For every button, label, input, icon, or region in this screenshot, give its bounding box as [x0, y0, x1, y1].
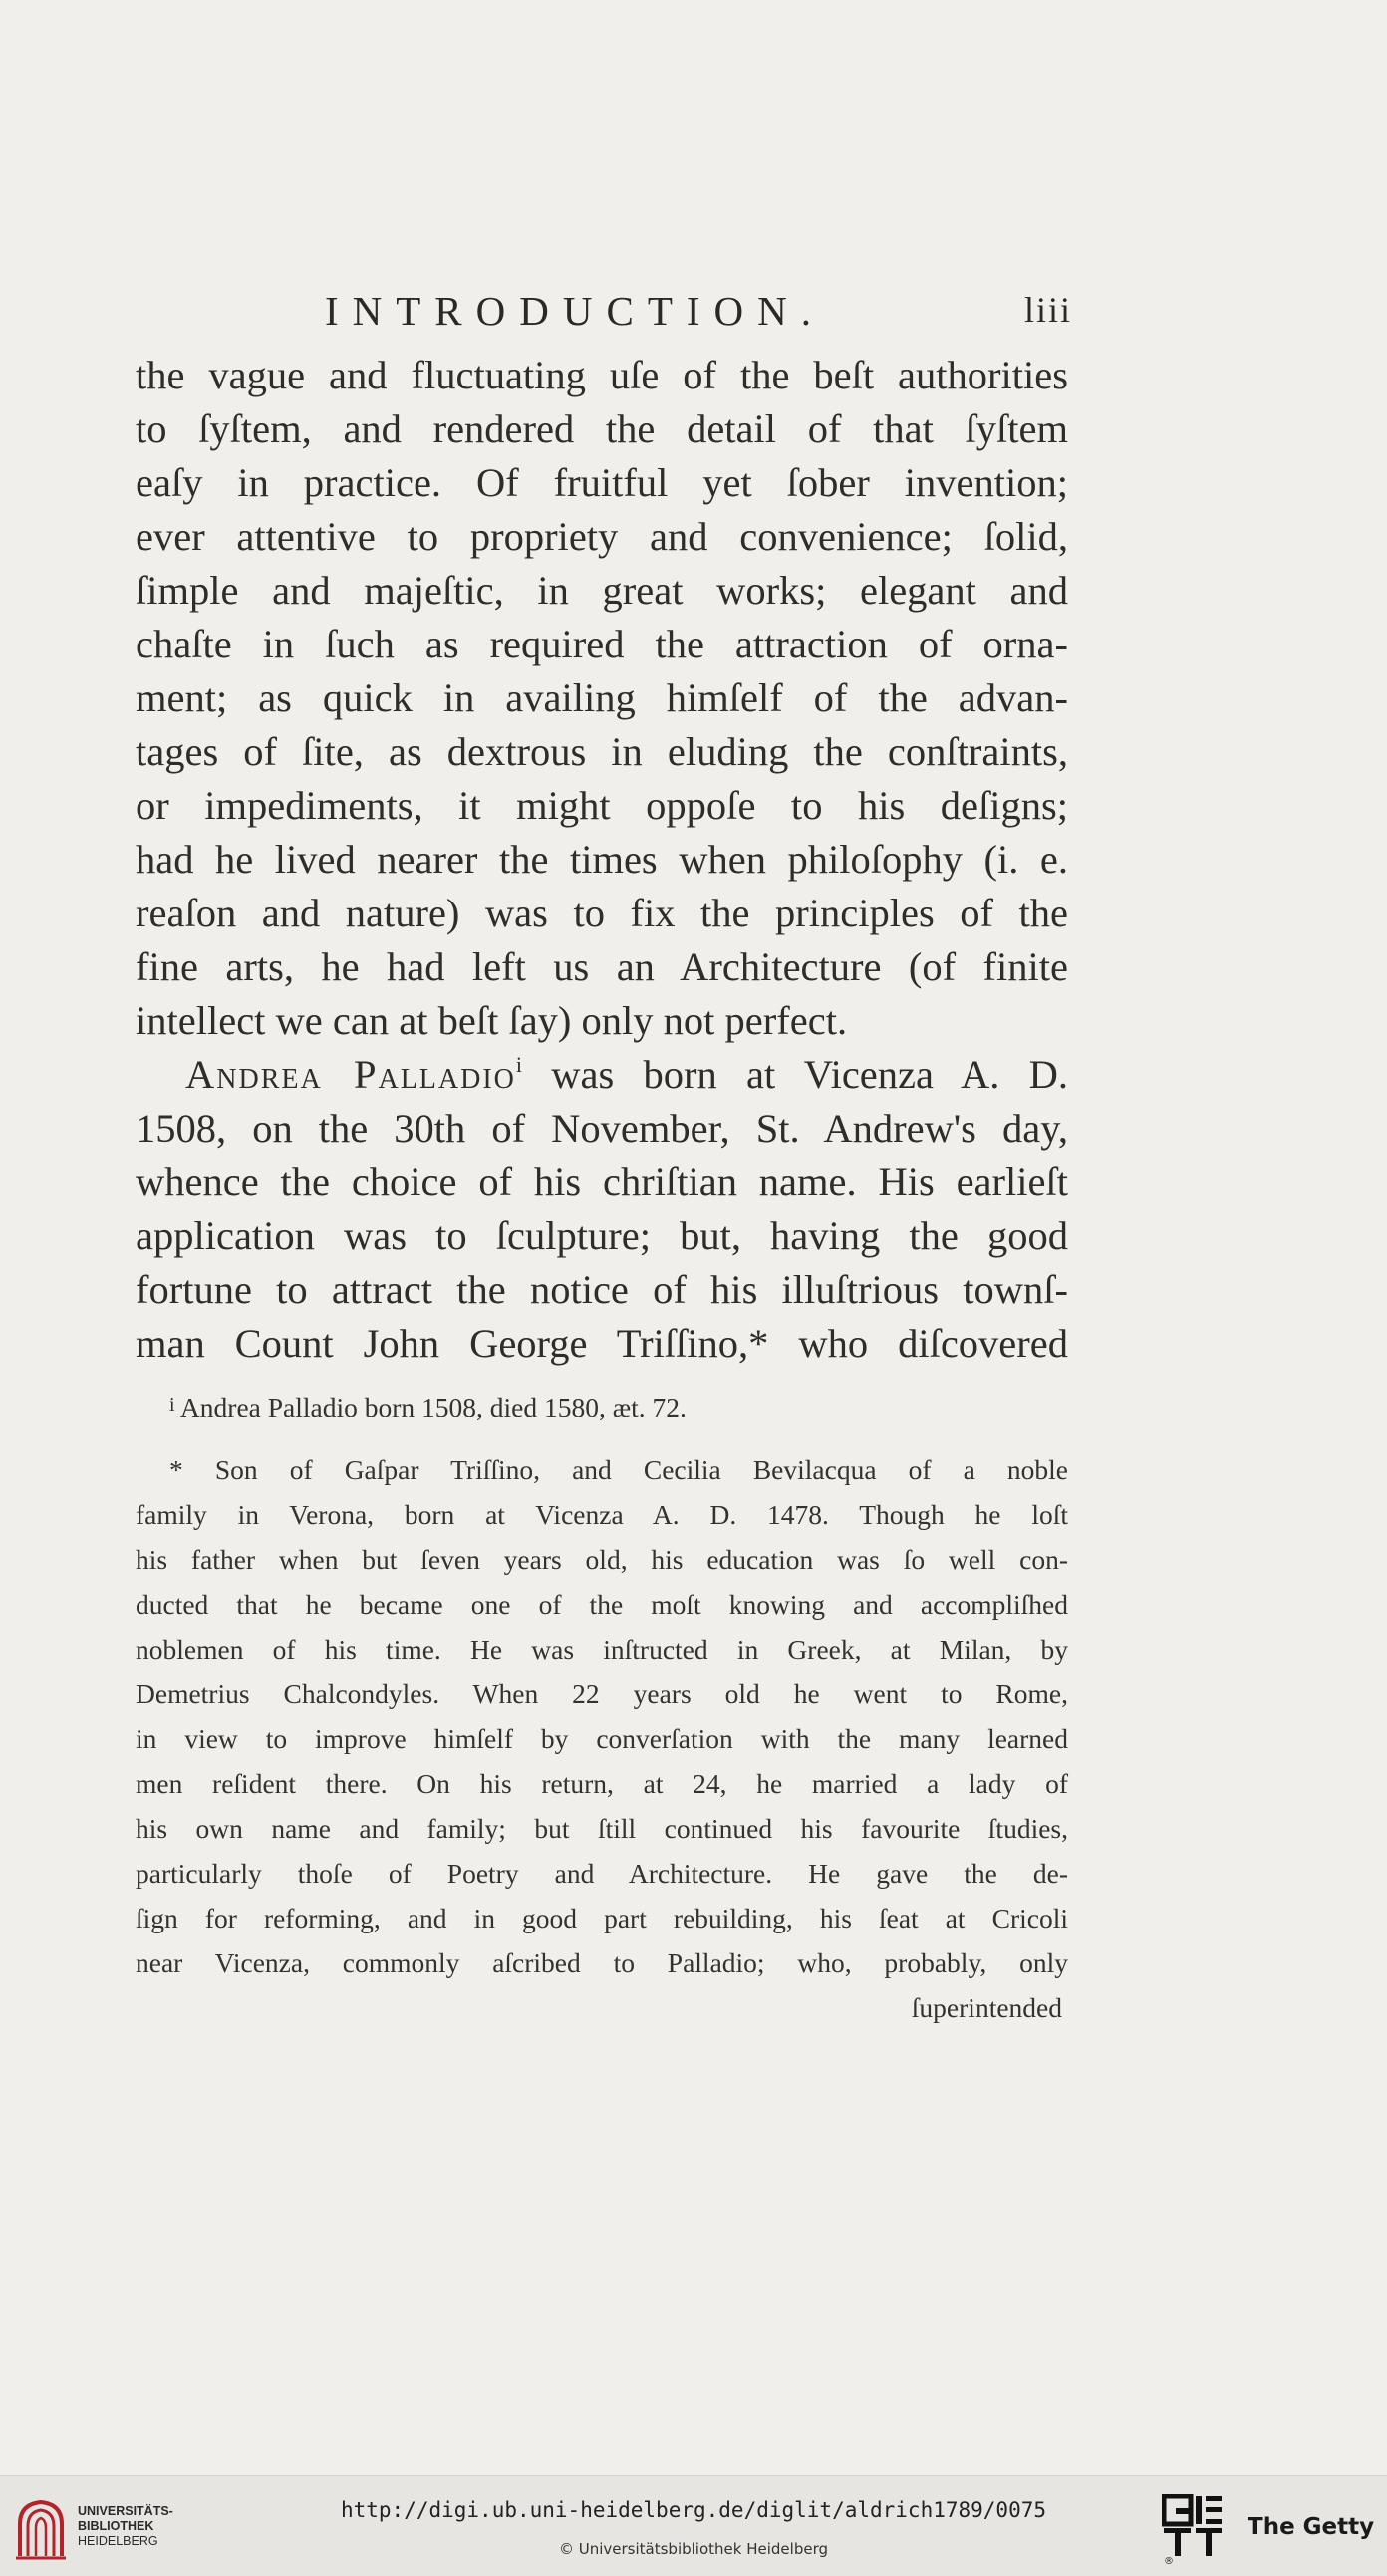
catchword: ſuperintended	[911, 1992, 1062, 2023]
footnote-line: ducted that he became one of the moſt knowing and accompliſhed	[136, 1589, 1068, 1620]
getty-logo-icon[interactable]	[1162, 2494, 1224, 2558]
copyright-notice: © Universitätsbibliothek Heidelberg	[558, 2540, 828, 2558]
footnote-line: his own name and family; but ſtill continued his favourite ſtudies,	[136, 1813, 1068, 1844]
paragraph-start	[136, 1048, 1068, 1102]
viewer-footer	[0, 2475, 1387, 2576]
footnote-i	[136, 1385, 1068, 1429]
text-line: had he lived nearer the times when philoſophy (i. e.	[136, 837, 1068, 882]
text-line: the vague and fluctuating uſe of the beſt authorities	[136, 353, 1068, 397]
text-line: tages of ſite, as dextrous in eluding the conſtraints,	[136, 729, 1068, 774]
footnote-line: near Vicenza, commonly aſcribed to Palladio; who, probably, only	[136, 1947, 1068, 1978]
ub-line: HEIDELBERG	[78, 2534, 158, 2548]
author-name: Andrea Palladio	[185, 1052, 516, 1097]
text-line: fine arts, he had left us an Architecture (of finite	[136, 944, 1068, 989]
ub-line: UNIVERSITÄTS-	[78, 2504, 173, 2518]
text-line: intellect we can at beſt ſay) only not perfect.	[136, 998, 848, 1043]
footnote-line: ſign for reforming, and in good part rebuilding, his ſeat at Cricoli	[136, 1903, 1068, 1933]
footnote-line: men reſident there. On his return, at 24, he married a lady of	[136, 1768, 1068, 1799]
text-line: 1508, on the 30th of November, St. Andrew's day,	[136, 1106, 1068, 1151]
text-line: eaſy in practice. Of fruitful yet ſober invention;	[136, 460, 1068, 505]
footnote-star	[136, 1447, 1068, 2030]
text-line: whence the choice of his chriſtian name. His earlieſt	[136, 1159, 1068, 1204]
text-line: reaſon and nature) was to fix the principles of the	[136, 891, 1068, 935]
text-fragment: was born at Vicenza A. D.	[551, 1052, 1069, 1097]
footnote-line: particularly thoſe of Poetry and Architecture. He gave the de-	[136, 1858, 1068, 1889]
getty-name: The Getty	[1248, 2514, 1375, 2540]
text-line: application was to ſculpture; but, having the good	[136, 1213, 1068, 1258]
text-line: ever attentive to propriety and convenience; ſolid,	[136, 514, 1068, 559]
footnote-text: Andrea Palladio born 1508, died 1580, æt. 72.	[179, 1392, 687, 1422]
footnote-line: his father when but ſeven years old, his education was ſo well con-	[136, 1544, 1068, 1575]
main-text	[136, 349, 1068, 1371]
running-title: INTRODUCTION.	[325, 288, 825, 334]
page-number: liii	[1023, 290, 1072, 330]
footnote-line: noblemen of his time. He was inſtructed in Greek, at Milan, by	[136, 1634, 1068, 1665]
text-line: fortune to attract the notice of his illuſtrious townſ-	[136, 1267, 1068, 1312]
text-line: or impediments, it might oppoſe to his deſigns;	[136, 783, 1068, 828]
ub-line: BIBLIOTHEK	[78, 2519, 154, 2533]
footnote-line: Demetrius Chalcondyles. When 22 years old he went to Rome,	[136, 1678, 1068, 1709]
text-line: to ſyſtem, and rendered the detail of that ſyſtem	[136, 406, 1068, 451]
footnote-line: * Son of Gaſpar Triſſino, and Cecilia Bevilacqua of a noble	[169, 1454, 1068, 1485]
footnote-line: family in Verona, born at Vicenza A. D. 1478. Though he loſt	[136, 1499, 1068, 1530]
text-line: man Count John George Triſſino,* who diſcovered	[136, 1321, 1068, 1366]
footnotes	[136, 1385, 1068, 2030]
footnote-marker: i	[169, 1394, 175, 1416]
running-head	[325, 287, 1072, 337]
text-line: ment; as quick in availing himſelf of the advan-	[136, 675, 1068, 720]
note-reference: i	[515, 1052, 523, 1077]
text-line: chaſte in ſuch as required the attraction of orna-	[136, 622, 1068, 666]
text-line: ſimple and majeſtic, in great works; elegant and	[136, 568, 1068, 613]
permalink-url[interactable]: http://digi.ub.uni-heidelberg.de/diglit/aldrich1789/0075	[340, 2498, 1046, 2522]
footnote-line: in view to improve himſelf by converſation with the many learned	[136, 1723, 1068, 1754]
registered-mark: ®	[1164, 2556, 1174, 2567]
